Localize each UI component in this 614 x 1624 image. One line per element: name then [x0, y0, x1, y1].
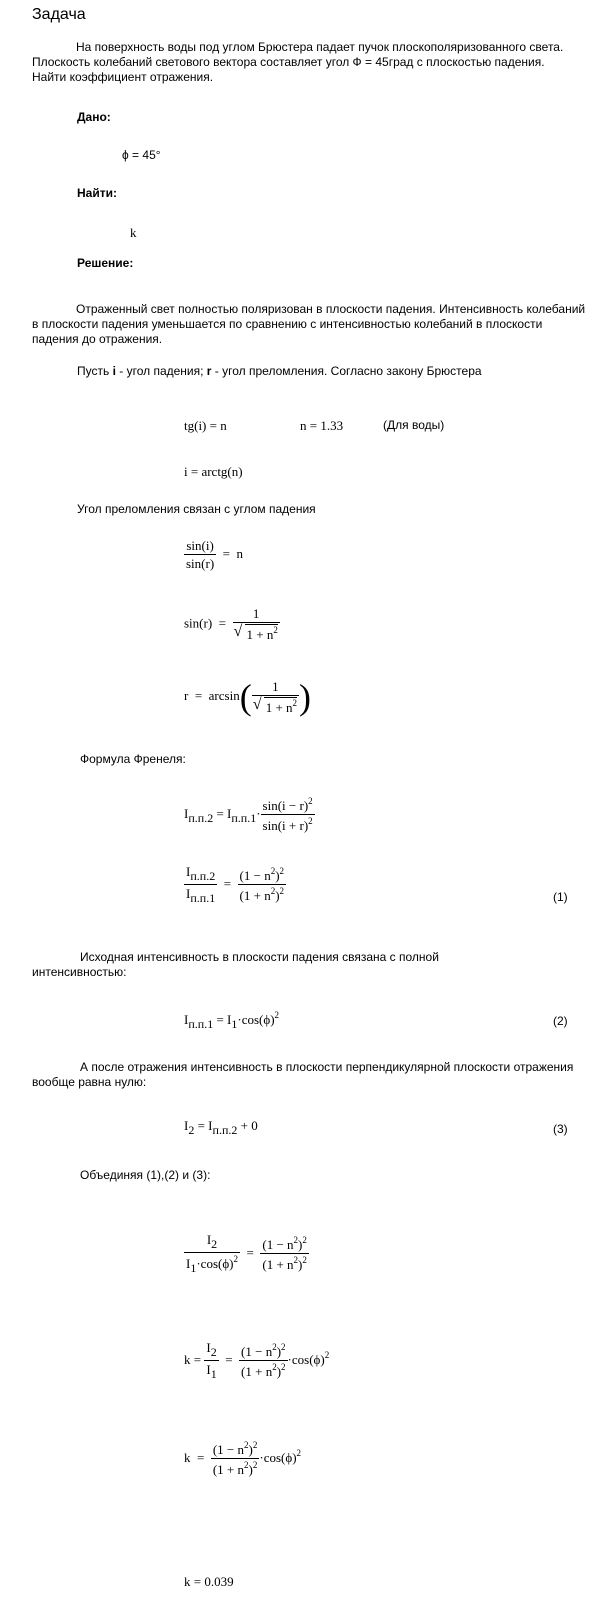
para2-r: r — [206, 364, 212, 378]
paragraph-reflection: Отраженный свет полностью поляризован в плоскости падения. Интенсивность колебаний в плоскости падения уменьшается по сравнению с интенсивностью колебаний в плоскости падения до отражения. — [32, 302, 586, 346]
paragraph-refraction: Угол преломления связан с углом падения — [77, 502, 316, 516]
eq-refractive-note: (Для воды) — [383, 418, 445, 432]
solution-label: Решение: — [77, 256, 134, 270]
eq-brewster: tg(i) = n — [184, 418, 227, 433]
paragraph-after-reflection: А после отражения интенсивность в плоскости перпендикулярной плоскости отражения вообще равна нулю: — [32, 1060, 574, 1089]
eq-reflected-intensity: $I_2 = I_{п.п.2} + 0$ — [184, 1118, 258, 1137]
fresnel-label: Формула Френеля: — [80, 752, 186, 766]
eq-incidence-angle: i = arctg(n) — [184, 464, 243, 479]
equation-number-3: (3) — [553, 1122, 568, 1136]
eq-r: r = arcsin( 1 √ $1 + n^2$ ) — [184, 676, 311, 718]
problem-text: На поверхность воды под углом Брюстера падает пучок плоскополяризованного света. Плоскость колебаний светового вектора составляет угол Ф = 45град с плоскостью падения. Найти коэффициент отражения. — [32, 40, 564, 84]
eq-ratio: $I_{п.п.2}$ $I_{п.п.1}$ = $\frac{(1 - n^2)^2}{(1 + n^2)^2}$ — [186, 864, 285, 905]
equation-number-2: (2) — [553, 1014, 568, 1028]
equation-number-1: (1) — [553, 890, 568, 904]
para2-b: - угол падения; — [115, 364, 207, 378]
eq-k-definition: k = $\frac{I_2}{I_1}$ = $\frac{(1 - n^2)^2}{(1 + n^2)^2}$ $\cdot\cos(\phi)^2$ — [184, 1340, 330, 1381]
paragraph-combining: Объединяя (1),(2) и (3): — [80, 1168, 211, 1182]
eq-combined: $\frac{I_2}{I_1\cdot\cos(\phi)^2}$ = $\frac{(1 - n^2)^2}{(1 + n^2)^2}$ — [186, 1232, 307, 1275]
page-title: Задача — [32, 6, 86, 23]
para2-i: i — [112, 364, 116, 378]
para2-c: - угол преломления. Согласно закону Брюстера — [211, 364, 482, 378]
eq-snell: $\frac{\sin(i)}{\sin(r)}$ = n — [186, 538, 244, 571]
eq-refractive-index: n = 1.33 — [300, 418, 344, 433]
eq-sin-r: sin(r) = 1 √ $1 + n^2$ — [184, 606, 280, 643]
para2-a: Пусть — [77, 364, 113, 378]
eq-initial-intensity: $I_{п.п.1} = I_1\cdot\cos(\phi)^2$ — [184, 1010, 280, 1031]
eq-fresnel: $I_{п.п.2} = I_{п.п.1}\cdot$ $\frac{\sin(i - r)^2}{\sin(i + r)^2}$ — [184, 796, 313, 833]
find-label: Найти: — [77, 186, 117, 200]
paragraph-initial-intensity: Исходная интенсивность в плоскости падения связана с полной интенсивностью: — [32, 950, 439, 979]
find-value: k — [130, 225, 137, 240]
result-value: k = 0.039 — [184, 1574, 234, 1589]
paragraph-angles — [77, 364, 482, 379]
eq-k-formula: k = $\frac{(1 - n^2)^2}{(1 + n^2)^2}$ $\cdot\cos(\phi)^2$ — [184, 1440, 302, 1477]
given-label: Дано: — [77, 110, 111, 124]
given-value: ϕ = 45° — [122, 148, 161, 162]
